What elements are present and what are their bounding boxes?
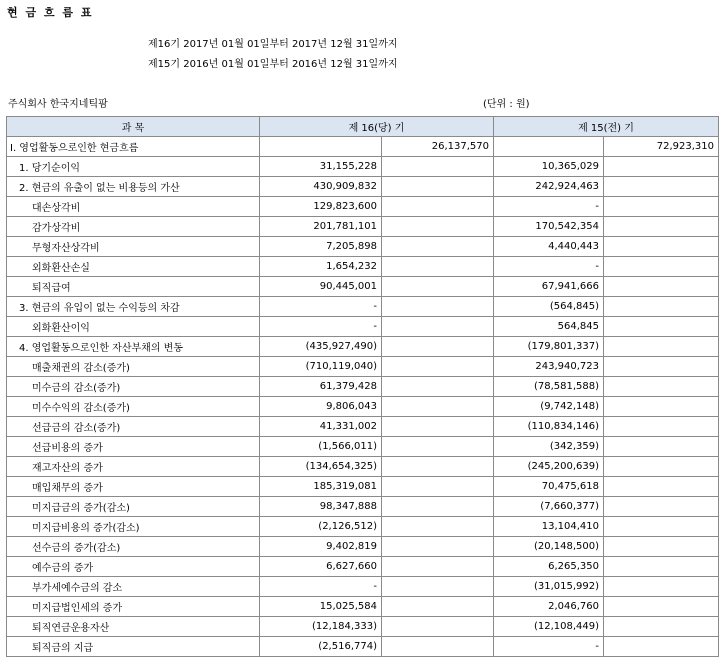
previous-detail-amount: (78,581,588) xyxy=(494,377,604,397)
previous-total-amount xyxy=(604,197,719,217)
current-detail-amount: 6,627,660 xyxy=(260,557,382,577)
previous-detail-amount: 242,924,463 xyxy=(494,177,604,197)
row-label: 선급비용의 증가 xyxy=(7,437,260,457)
table-row xyxy=(7,577,719,597)
current-detail-amount: 201,781,101 xyxy=(260,217,382,237)
previous-detail-amount: - xyxy=(494,637,604,657)
row-label: 재고자산의 증가 xyxy=(7,457,260,477)
current-detail-amount: 129,823,600 xyxy=(260,197,382,217)
row-label: 미지급법인세의 증가 xyxy=(7,597,260,617)
current-total-amount xyxy=(382,437,494,457)
previous-total-amount xyxy=(604,597,719,617)
table-row xyxy=(7,457,719,477)
previous-detail-amount: (31,015,992) xyxy=(494,577,604,597)
row-label: 선수금의 증가(감소) xyxy=(7,537,260,557)
current-detail-amount: (710,119,040) xyxy=(260,357,382,377)
current-detail-amount: (134,654,325) xyxy=(260,457,382,477)
current-total-amount xyxy=(382,457,494,477)
row-label: 2. 현금의 유출이 없는 비용등의 가산 xyxy=(7,177,260,197)
previous-total-amount xyxy=(604,457,719,477)
period-current: 제16기 2017년 01월 01일부터 2017년 12월 31일까지 xyxy=(148,39,398,50)
table-row xyxy=(7,637,719,657)
row-label: 퇴직급여 xyxy=(7,277,260,297)
previous-total-amount xyxy=(604,277,719,297)
table-row xyxy=(7,197,719,217)
table-row xyxy=(7,337,719,357)
table-row xyxy=(7,617,719,637)
previous-total-amount xyxy=(604,577,719,597)
table-row xyxy=(7,297,719,317)
unit-label: (단위 : 원) xyxy=(483,99,530,110)
current-total-amount xyxy=(382,557,494,577)
current-total-amount xyxy=(382,497,494,517)
previous-detail-amount: (245,200,639) xyxy=(494,457,604,477)
current-detail-amount: - xyxy=(260,577,382,597)
current-detail-amount: - xyxy=(260,317,382,337)
current-detail-amount: 9,402,819 xyxy=(260,537,382,557)
table-row xyxy=(7,437,719,457)
previous-detail-amount: (7,660,377) xyxy=(494,497,604,517)
previous-total-amount xyxy=(604,357,719,377)
previous-detail-amount: 4,440,443 xyxy=(494,237,604,257)
previous-total-amount: 72,923,310 xyxy=(604,137,719,157)
previous-detail-amount: - xyxy=(494,197,604,217)
row-label: 외화환산손실 xyxy=(7,257,260,277)
current-total-amount xyxy=(382,337,494,357)
row-label: 예수금의 증가 xyxy=(7,557,260,577)
row-label: 외화환산이익 xyxy=(7,317,260,337)
table-row xyxy=(7,277,719,297)
previous-total-amount xyxy=(604,437,719,457)
current-total-amount xyxy=(382,177,494,197)
previous-total-amount xyxy=(604,617,719,637)
current-detail-amount: (2,126,512) xyxy=(260,517,382,537)
row-label: 매출채권의 감소(증가) xyxy=(7,357,260,377)
row-label: 3. 현금의 유입이 없는 수익등의 차감 xyxy=(7,297,260,317)
previous-detail-amount: 70,475,618 xyxy=(494,477,604,497)
current-detail-amount: 185,319,081 xyxy=(260,477,382,497)
current-total-amount xyxy=(382,417,494,437)
current-total-amount xyxy=(382,237,494,257)
previous-total-amount xyxy=(604,417,719,437)
previous-detail-amount: (179,801,337) xyxy=(494,337,604,357)
table-header-row xyxy=(7,117,719,137)
row-label: 퇴직금의 지급 xyxy=(7,637,260,657)
table-row xyxy=(7,157,719,177)
table-row xyxy=(7,137,719,157)
previous-total-amount xyxy=(604,157,719,177)
previous-total-amount xyxy=(604,557,719,577)
current-detail-amount: 90,445,001 xyxy=(260,277,382,297)
row-label: 미지급비용의 증가(감소) xyxy=(7,517,260,537)
row-label: 감가상각비 xyxy=(7,217,260,237)
previous-detail-amount xyxy=(494,137,604,157)
current-detail-amount: 430,909,832 xyxy=(260,177,382,197)
table-row xyxy=(7,477,719,497)
previous-total-amount xyxy=(604,177,719,197)
row-label: 무형자산상각비 xyxy=(7,237,260,257)
current-detail-amount: (435,927,490) xyxy=(260,337,382,357)
row-label: 미지급금의 증가(감소) xyxy=(7,497,260,517)
current-detail-amount: 1,654,232 xyxy=(260,257,382,277)
table-row xyxy=(7,317,719,337)
current-total-amount xyxy=(382,517,494,537)
row-label: 선급금의 감소(증가) xyxy=(7,417,260,437)
previous-total-amount xyxy=(604,257,719,277)
table-row xyxy=(7,497,719,517)
previous-total-amount xyxy=(604,537,719,557)
row-label: 미수수익의 감소(증가) xyxy=(7,397,260,417)
current-detail-amount: 98,347,888 xyxy=(260,497,382,517)
row-label: 부가세예수금의 감소 xyxy=(7,577,260,597)
current-detail-amount xyxy=(260,137,382,157)
previous-total-amount xyxy=(604,297,719,317)
table-row xyxy=(7,377,719,397)
current-detail-amount: - xyxy=(260,297,382,317)
table-row xyxy=(7,257,719,277)
previous-detail-amount: 67,941,666 xyxy=(494,277,604,297)
table-row xyxy=(7,597,719,617)
table-row xyxy=(7,557,719,577)
previous-detail-amount: 170,542,354 xyxy=(494,217,604,237)
row-label: 대손상각비 xyxy=(7,197,260,217)
previous-detail-amount: (20,148,500) xyxy=(494,537,604,557)
current-detail-amount: 31,155,228 xyxy=(260,157,382,177)
current-total-amount xyxy=(382,537,494,557)
table-row xyxy=(7,417,719,437)
table-row xyxy=(7,517,719,537)
current-total-amount xyxy=(382,397,494,417)
current-total-amount xyxy=(382,617,494,637)
current-total-amount xyxy=(382,637,494,657)
table-row xyxy=(7,217,719,237)
current-total-amount xyxy=(382,197,494,217)
table-row xyxy=(7,397,719,417)
previous-detail-amount: (110,834,146) xyxy=(494,417,604,437)
previous-detail-amount: (342,359) xyxy=(494,437,604,457)
previous-detail-amount: 2,046,760 xyxy=(494,597,604,617)
header-current-period: 제 16(당) 기 xyxy=(260,117,494,137)
current-detail-amount: 41,331,002 xyxy=(260,417,382,437)
table-row xyxy=(7,237,719,257)
period-previous: 제15기 2016년 01월 01일부터 2016년 12월 31일까지 xyxy=(148,59,398,70)
previous-total-amount xyxy=(604,377,719,397)
row-label: 미수금의 감소(증가) xyxy=(7,377,260,397)
current-total-amount xyxy=(382,597,494,617)
table-row xyxy=(7,177,719,197)
current-detail-amount: (1,566,011) xyxy=(260,437,382,457)
previous-total-amount xyxy=(604,497,719,517)
current-detail-amount: 7,205,898 xyxy=(260,237,382,257)
previous-total-amount xyxy=(604,517,719,537)
current-detail-amount: 9,806,043 xyxy=(260,397,382,417)
current-detail-amount: (12,184,333) xyxy=(260,617,382,637)
company-name: 주식회사 한국지네틱팜 xyxy=(8,99,108,110)
row-label: 1. 당기순이익 xyxy=(7,157,260,177)
header-previous-period: 제 15(전) 기 xyxy=(494,117,719,137)
current-total-amount xyxy=(382,257,494,277)
current-total-amount xyxy=(382,357,494,377)
current-detail-amount: (2,516,774) xyxy=(260,637,382,657)
previous-total-amount xyxy=(604,477,719,497)
current-total-amount: 26,137,570 xyxy=(382,137,494,157)
header-subject: 과 목 xyxy=(7,117,260,137)
previous-detail-amount: 564,845 xyxy=(494,317,604,337)
previous-total-amount xyxy=(604,637,719,657)
cash-flow-table xyxy=(6,116,719,657)
current-total-amount xyxy=(382,377,494,397)
row-label: 4. 영업활동으로인한 자산부채의 변동 xyxy=(7,337,260,357)
previous-detail-amount: 243,940,723 xyxy=(494,357,604,377)
previous-detail-amount: - xyxy=(494,257,604,277)
previous-total-amount xyxy=(604,317,719,337)
row-label: 퇴직연금운용자산 xyxy=(7,617,260,637)
page-title: 현 금 흐 름 표 xyxy=(7,6,94,19)
current-detail-amount: 61,379,428 xyxy=(260,377,382,397)
current-total-amount xyxy=(382,157,494,177)
previous-detail-amount: 13,104,410 xyxy=(494,517,604,537)
previous-total-amount xyxy=(604,217,719,237)
current-total-amount xyxy=(382,577,494,597)
previous-detail-amount: 6,265,350 xyxy=(494,557,604,577)
previous-detail-amount: 10,365,029 xyxy=(494,157,604,177)
previous-detail-amount: (9,742,148) xyxy=(494,397,604,417)
previous-detail-amount: (564,845) xyxy=(494,297,604,317)
current-total-amount xyxy=(382,297,494,317)
previous-detail-amount: (12,108,449) xyxy=(494,617,604,637)
current-total-amount xyxy=(382,317,494,337)
table-row xyxy=(7,537,719,557)
current-total-amount xyxy=(382,217,494,237)
table-row xyxy=(7,357,719,377)
current-total-amount xyxy=(382,477,494,497)
previous-total-amount xyxy=(604,337,719,357)
previous-total-amount xyxy=(604,237,719,257)
row-label: Ⅰ. 영업활동으로인한 현금흐름 xyxy=(7,137,260,157)
previous-total-amount xyxy=(604,397,719,417)
current-total-amount xyxy=(382,277,494,297)
row-label: 매입채무의 증가 xyxy=(7,477,260,497)
current-detail-amount: 15,025,584 xyxy=(260,597,382,617)
